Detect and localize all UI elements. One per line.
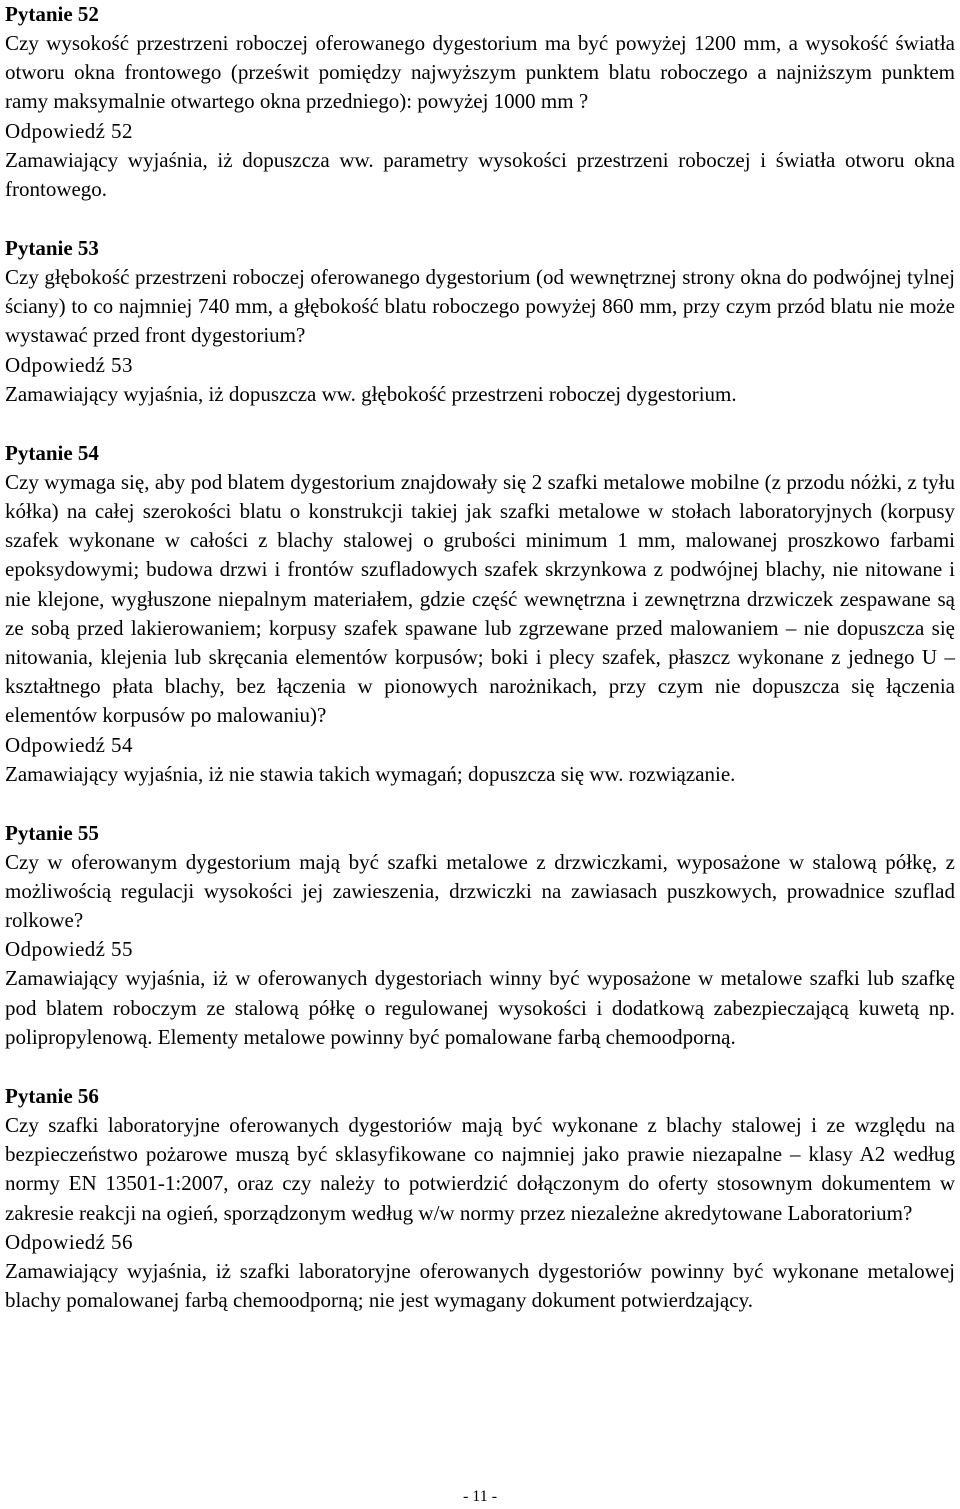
question-title: Pytanie 56 [5, 1084, 99, 1109]
qa-section-52 [5, 0, 955, 204]
section-spacer [5, 789, 955, 819]
qa-section-54 [5, 439, 955, 789]
answer-text: Zamawiający wyjaśnia, iż dopuszcza ww. parametry wysokości przestrzeni roboczej i światła otworu okna frontowego. [5, 147, 955, 201]
question-title: Pytanie 55 [5, 820, 99, 845]
question-title: Pytanie 54 [5, 440, 99, 465]
question-text: Czy głębokość przestrzeni roboczej oferowanego dygestorium (od wewnętrznej strony okna do podwójnej tylnej ściany) to co najmniej 740 mm, a głębokość blatu roboczego powyżej 860 mm, przy czym przód blatu nie może wystawać przed front dygestorium? [5, 265, 955, 348]
answer-text: Zamawiający wyjaśnia, iż dopuszcza ww. głębokość przestrzeni roboczej dygestorium. [5, 381, 737, 406]
answer-title: Odpowiedź 55 [5, 937, 133, 962]
document-page [5, 0, 955, 1315]
section-spacer [5, 409, 955, 439]
qa-section-53 [5, 234, 955, 409]
answer-text: Zamawiający wyjaśnia, iż szafki laboratoryjne oferowanych dygestoriów powinny być wykonane metalowej blachy pomalowanej farbą chemoodporną; nie jest wymagany dokument potwierdzający. [5, 1258, 955, 1313]
question-text: Czy szafki laboratoryjne oferowanych dygestoriów mają być wykonane z blachy stalowej i ze względu na bezpieczeństwo pożarowe muszą być sklasyfikowane co najmniej jako prawie niezapalne – klasy A2 według normy EN 13501-1:2007, oraz czy należy to potwierdzić dołączonym do oferty stosownym dokumentem w zakresie reakcji na ogień, sporządzonym według w/w normy przez niezależne akredytowane Laboratorium? [5, 1113, 955, 1225]
answer-title: Odpowiedź 53 [5, 352, 133, 377]
question-text: Czy wymaga się, aby pod blatem dygestorium znajdowały się 2 szafki metalowe mobilne (z przodu nóżki, z tyłu kółka) na całej szerokości blatu o konstrukcji takiej jak szafki metalowe w stołach laboratoryjnych (korpusy szafek wykonane w całości z blachy stalowej o grubości minimum 1 mm, malowanej proszkowo farbami epoksydowymi; budowa drzwi i frontów szufladowych szafek skrzynkowa z podwójnej blachy, nie nitowane i nie klejone, wygłuszone niepalnym materiałem, gdzie część wewnętrzna i zewnętrzna drzwiczek zespawane są ze sobą przed lakierowaniem; korpusy szafek spawane lub zgrzewane przed malowaniem – nie dopuszcza się nitowania, klejenia lub skręcania elementów korpusów; boki i plecy szafek, płaszcz wykonane z jednego U –kształtnego płata blachy, bez łączenia w pionowych narożnikach, przy czym nie dopuszcza się łączenia elementów korpusów po malowaniu)? [5, 469, 955, 728]
section-spacer [5, 1052, 955, 1082]
question-title: Pytanie 53 [5, 236, 99, 261]
answer-text: Zamawiający wyjaśnia, iż w oferowanych dygestoriach winny być wyposażone w metalowe szafki lub szafkę pod blatem roboczym ze stalową półkę o regulowanej wysokości i dodatkową zabezpieczającą kuwetą np. polipropylenową. Elementy metalowe powinny być pomalowane farbą chemoodporną. [5, 966, 955, 1049]
answer-title: Odpowiedź 54 [5, 732, 133, 757]
page-number: - 11 - [462, 1488, 498, 1505]
question-title: Pytanie 52 [5, 2, 99, 26]
qa-section-56 [5, 1082, 955, 1315]
answer-title: Odpowiedź 56 [5, 1229, 133, 1254]
qa-section-55 [5, 819, 955, 1052]
question-text: Czy w oferowanym dygestorium mają być szafki metalowe z drzwiczkami, wyposażone w stalową półkę, z możliwością regulacji wysokości jej zawieszenia, drzwiczki na zawiasach puszkowych, prowadnice szuflad rolkowe? [5, 849, 955, 933]
question-text: Czy wysokość przestrzeni roboczej oferowanego dygestorium ma być powyżej 1200 mm, a wysokość światła otworu okna frontowego (prześwit pomiędzy najwyższym punktem blatu roboczego a najniższym punktem ramy maksymalnie otwartego okna przedniego): powyżej 1000 mm ? [5, 31, 955, 114]
section-spacer [5, 204, 955, 234]
answer-title: Odpowiedź 52 [5, 118, 133, 143]
answer-text: Zamawiający wyjaśnia, iż nie stawia takich wymagań; dopuszcza się ww. rozwiązanie. [5, 761, 736, 786]
